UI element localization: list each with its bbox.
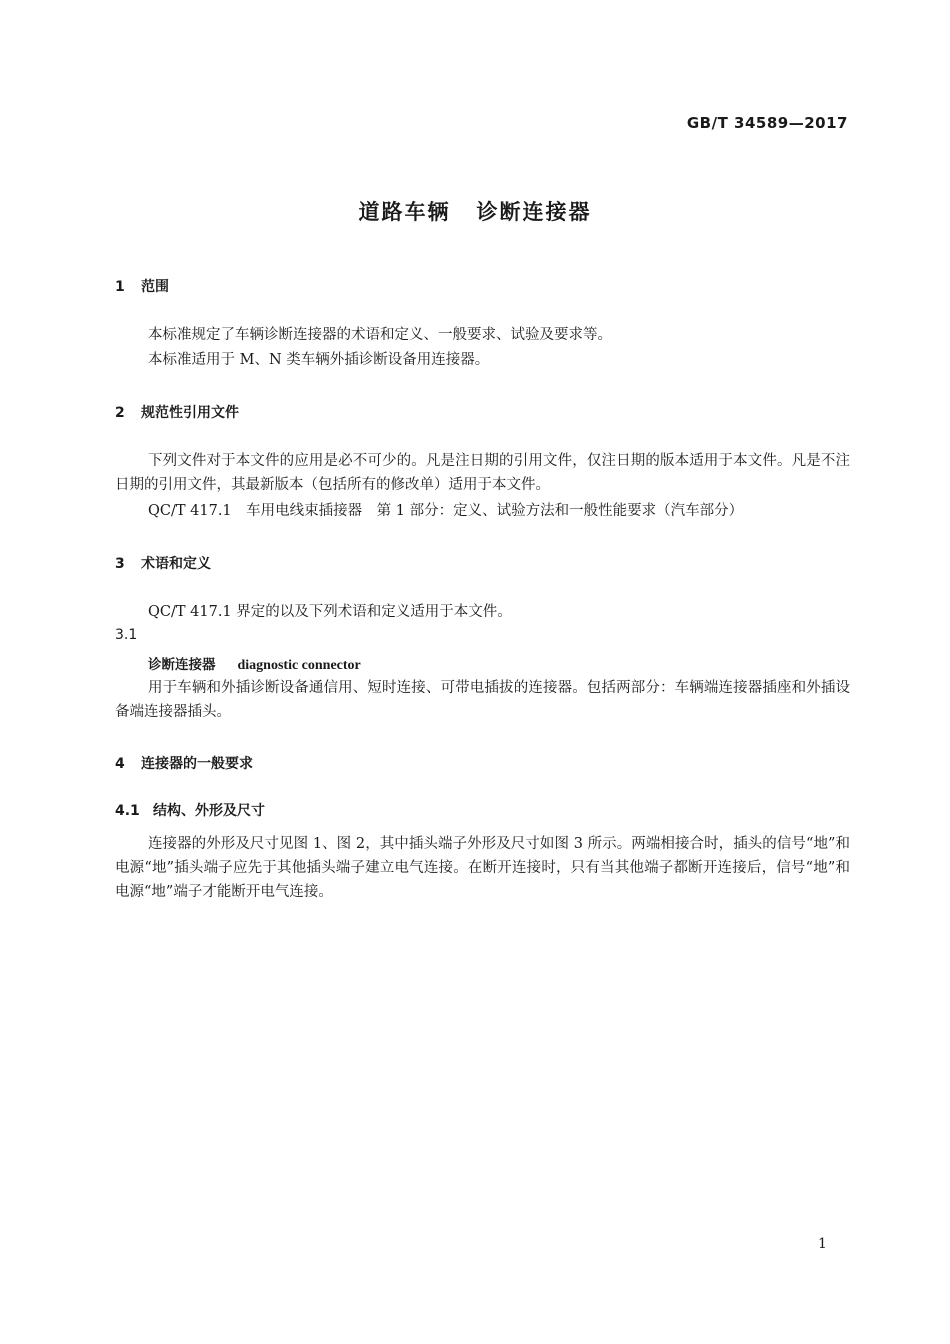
terms-intro: QC/T 417.1 界定的以及下列术语和定义适用于本文件。 [148, 604, 512, 620]
section-4-heading [115, 753, 253, 773]
term-english: diagnostic connector [237, 658, 361, 673]
section-1-number: 1 [115, 279, 125, 295]
scope-paragraph-1: 本标准规定了车辆诊断连接器的术语和定义、一般要求、试验及要求等。 [148, 327, 612, 343]
normative-refs-intro: 下列文件对于本文件的应用是必不可少的。凡是注日期的引用文件，仅注日期的版本适用于本文件。凡是不注日期的引用文件，其最新版本（包括所有的修改单）适用于本文件。 [115, 453, 850, 493]
section-1-title: 范围 [141, 279, 169, 295]
subclause-4-1-number: 4.1 [115, 803, 140, 819]
scope-paragraph-2: 本标准适用于 M、N 类车辆外插诊断设备用连接器。 [148, 352, 490, 368]
standard-code: GB/T 34589—2017 [686, 114, 848, 132]
subclause-4-1-heading [115, 800, 265, 820]
subclause-4-1-title: 结构、外形及尺寸 [153, 803, 265, 819]
page-number: 1 [818, 1236, 827, 1252]
term-entry [148, 653, 361, 674]
term-chinese: 诊断连接器 [148, 657, 216, 673]
general-requirements-paragraph: 连接器的外形及尺寸见图 1、图 2，其中插头端子外形及尺寸如图 3 所示。两端相接合时，插头的信号“地”和电源“地”插头端子应先于其他插头端子建立电气连接。在断开连接时，只有当其他端子都断开连接后，信号“地”和电源“地”端子才能断开电气连接。 [115, 836, 850, 900]
section-2-number: 2 [115, 405, 125, 421]
subclause-3-1-number: 3.1 [115, 627, 138, 643]
section-1-heading [115, 276, 169, 296]
section-4-number: 4 [115, 756, 125, 772]
term-definition: 用于车辆和外插诊断设备通信用、短时连接、可带电插拔的连接器。包括两部分：车辆端连接器插座和外插设备端连接器插头。 [115, 680, 850, 720]
section-3-number: 3 [115, 556, 125, 572]
section-3-title: 术语和定义 [141, 556, 211, 572]
section-2-heading [115, 402, 239, 422]
section-3-heading [115, 553, 211, 573]
normative-reference-item: QC/T 417.1 车用电线束插接器 第 1 部分：定义、试验方法和一般性能要求（汽车部分） [148, 503, 744, 519]
section-2-title: 规范性引用文件 [141, 405, 239, 421]
document-title [0, 196, 950, 226]
title-part-2: 诊断连接器 [476, 200, 592, 224]
section-4-title: 连接器的一般要求 [141, 756, 253, 772]
title-part-1: 道路车辆 [358, 200, 451, 224]
